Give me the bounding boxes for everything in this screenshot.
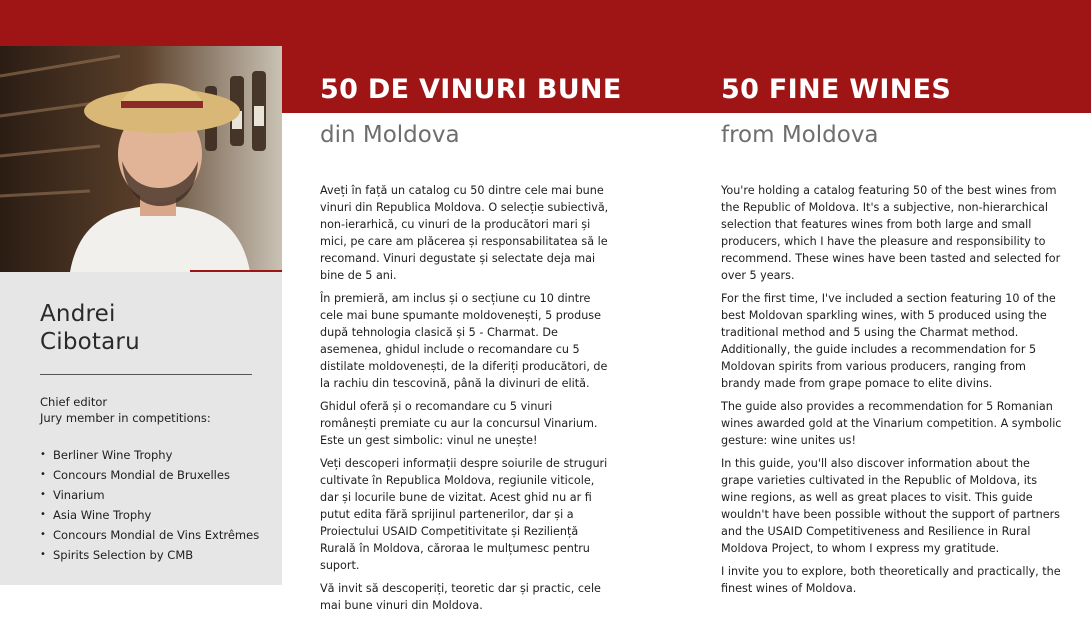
author-sidebar bbox=[0, 272, 282, 585]
paragraph: In this guide, you'll also discover information about the grape varieties cultivated in the Republic of Moldova, its wine regions, as well as great places to visit. This guide wouldn't have been possible without the support of partners and the USAID Competitiveness and Resilience in Rural Moldova Project, to whom I express my gratitude. bbox=[721, 457, 1061, 555]
en-title: 50 FINE WINES bbox=[721, 74, 952, 105]
ro-body bbox=[320, 182, 612, 620]
paragraph: Vă invit să descoperiți, teoretic dar și practic, cele mai bune vinuri din Moldova. bbox=[320, 582, 601, 612]
author-name bbox=[40, 300, 140, 356]
author-divider bbox=[40, 374, 252, 375]
author-role-title: Chief editor bbox=[40, 395, 108, 409]
list-item: • Concours Mondial de Vins Extrêmes bbox=[40, 525, 259, 545]
paragraph: Veți descoperi informații despre soiurile de struguri cultivate în Republica Moldova, regiunile viticole, dar și locurile bune de vizitat. Acest ghid nu ar fi putut edita fără sprijinul partenerilor, dar și a Proiectului USAID Competitivitate și Reziliență Rurală în Moldova, căroraa le mulțumesc pentru suport. bbox=[320, 457, 608, 572]
paragraph: Aveți în față un catalog cu 50 dintre cele mai bune vinuri din Republica Moldova. O selecție subiectivă, non-ierarhică, cu vinuri de la producători mari și mici, pe care am plăcerea și responsabilitatea să le recomand. Vinuri degustate și selectate deja mai bine de 5 ani. bbox=[320, 184, 609, 282]
author-first-name: Andrei bbox=[40, 301, 116, 327]
list-item: • Vinarium bbox=[40, 485, 259, 505]
paragraph: You're holding a catalog featuring 50 of the best wines from the Republic of Moldova. It's a subjective, non-hierarchical selection that features wines from both large and small producers, which I have the pleasure and responsibility to recommend. These wines have been tasted and selected for over 5 years. bbox=[721, 184, 1061, 282]
list-item: • Concours Mondial de Bruxelles bbox=[40, 465, 259, 485]
paragraph: For the first time, I've included a section featuring 10 of the best Moldovan sparkling wines, with 5 produced using the traditional method and 5 using the Charmat method. Additionally, the guide includes a recommendation for 5 Moldovan spirits from various producers, ranging from brandy made from grape pomace to elite divins. bbox=[721, 292, 1056, 390]
ro-title: 50 DE VINURI BUNE bbox=[320, 74, 622, 105]
list-item: • Spirits Selection by CMB bbox=[40, 545, 259, 565]
author-role-jury: Jury member in competitions: bbox=[40, 411, 211, 425]
author-last-name: Cibotaru bbox=[40, 329, 140, 355]
author-role bbox=[40, 394, 211, 426]
list-item: • Berliner Wine Trophy bbox=[40, 445, 259, 465]
ro-subtitle: din Moldova bbox=[320, 122, 460, 148]
en-body bbox=[721, 182, 1063, 603]
paragraph: I invite you to explore, both theoretically and practically, the finest wines of Moldova. bbox=[721, 565, 1061, 595]
paragraph: The guide also provides a recommendation for 5 Romanian wines awarded gold at the Vinarium competition. A symbolic gesture: wine unites us! bbox=[721, 400, 1062, 447]
competition-list bbox=[40, 445, 259, 565]
paragraph: Ghidul oferă și o recomandare cu 5 vinuri românești premiate cu aur la concursul Vinarium. Este un gest simbolic: vinul ne unește! bbox=[320, 400, 598, 447]
en-subtitle: from Moldova bbox=[721, 122, 879, 148]
paragraph: În premieră, am inclus și o secțiune cu 10 dintre cele mai bune spumante moldovenești, 5 produse după tehnologia clasică și 5 - Charmat. De asemenea, ghidul include o recomandare cu 5 distilate moldovenești, de la diferiți producători, de la rachiu din tescovină, până la divinuri de elită. bbox=[320, 292, 608, 390]
list-item: • Asia Wine Trophy bbox=[40, 505, 259, 525]
author-photo bbox=[0, 46, 282, 272]
